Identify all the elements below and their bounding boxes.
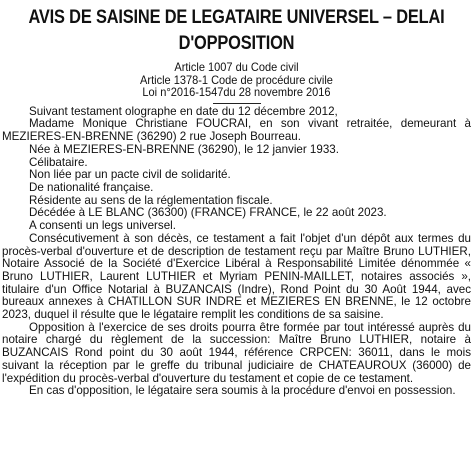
notice-body	[2, 106, 471, 398]
notice-title: AVIS DE SAISINE DE LEGATAIRE UNIVERSEL – DELAI D'OPPOSITION	[28, 6, 445, 54]
paragraph: Madame Monique Christiane FOUCRAI, en son vivant retraitée, demeurant à MEZIERES-EN-BRENNE (36290) 2 rue Joseph Bourreau.	[2, 117, 471, 144]
paragraph: Célibataire.	[29, 155, 88, 169]
reference-line: Article 1378-1 Code de procédure civile	[140, 73, 333, 87]
reference-line: Loi n°2016-1547du 28 novembre 2016	[142, 86, 331, 100]
paragraph: De nationalité française.	[29, 181, 154, 194]
legal-references	[2, 62, 471, 100]
paragraph: Non liée par un pacte civil de solidarité.	[29, 168, 231, 182]
reference-line: Article 1007 du Code civil	[174, 61, 299, 74]
paragraph: Opposition à l'exercice de ses droits pourra être formée par tout intéressé auprès du notaire chargé du règlement de la succession: Maître Bruno LUTHIER, notaire à BUZANCAIS Rond point du 30 août 1944, référence CRPCEN: 36011, dans le mois suivant la réception par le greffe du tribunal judiciaire de CHATEAUROUX (36000) de l'expédition du procès-verbal d'ouverture du testament et copie de ce testament.	[2, 320, 471, 385]
paragraph: Suivant testament olographe en date du 12 décembre 2012,	[29, 104, 338, 118]
paragraph: Consécutivement à son décès, ce testament a fait l'objet d'un dépôt aux termes du procès-verbal d'ouverture et de description de testament reçu par Maître Bruno LUTHIER, Notaire Associé de la Société d'Exercice Libéral à Responsabilité Limitée dénommée « Bruno LUTHIER, Laurent LUTHIER et Myriam PENIN-MAILLET, notaires associés », titulaire d'un Office Notarial à BUZANCAIS (Indre), Rond Point du 30 Août 1944, avec bureaux annexes à CHATILLON SUR INDRE et MEZIERES EN BRENNE, le 12 octobre 2023, duquel il résulte que le légataire remplit les conditions de sa saisine.	[2, 231, 471, 322]
paragraph: Résidente au sens de la réglementation fiscale.	[29, 193, 273, 207]
paragraph: Décédée à LE BLANC (36300) (FRANCE) FRANCE, le 22 août 2023.	[29, 206, 387, 220]
paragraph: A consenti un legs universel.	[29, 219, 176, 233]
paragraph: Née à MEZIERES-EN-BRENNE (36290), le 12 janvier 1933.	[29, 142, 339, 156]
separator-line	[213, 103, 261, 104]
paragraph: En cas d'opposition, le légataire sera soumis à la procédure d'envoi en possession.	[29, 384, 456, 398]
